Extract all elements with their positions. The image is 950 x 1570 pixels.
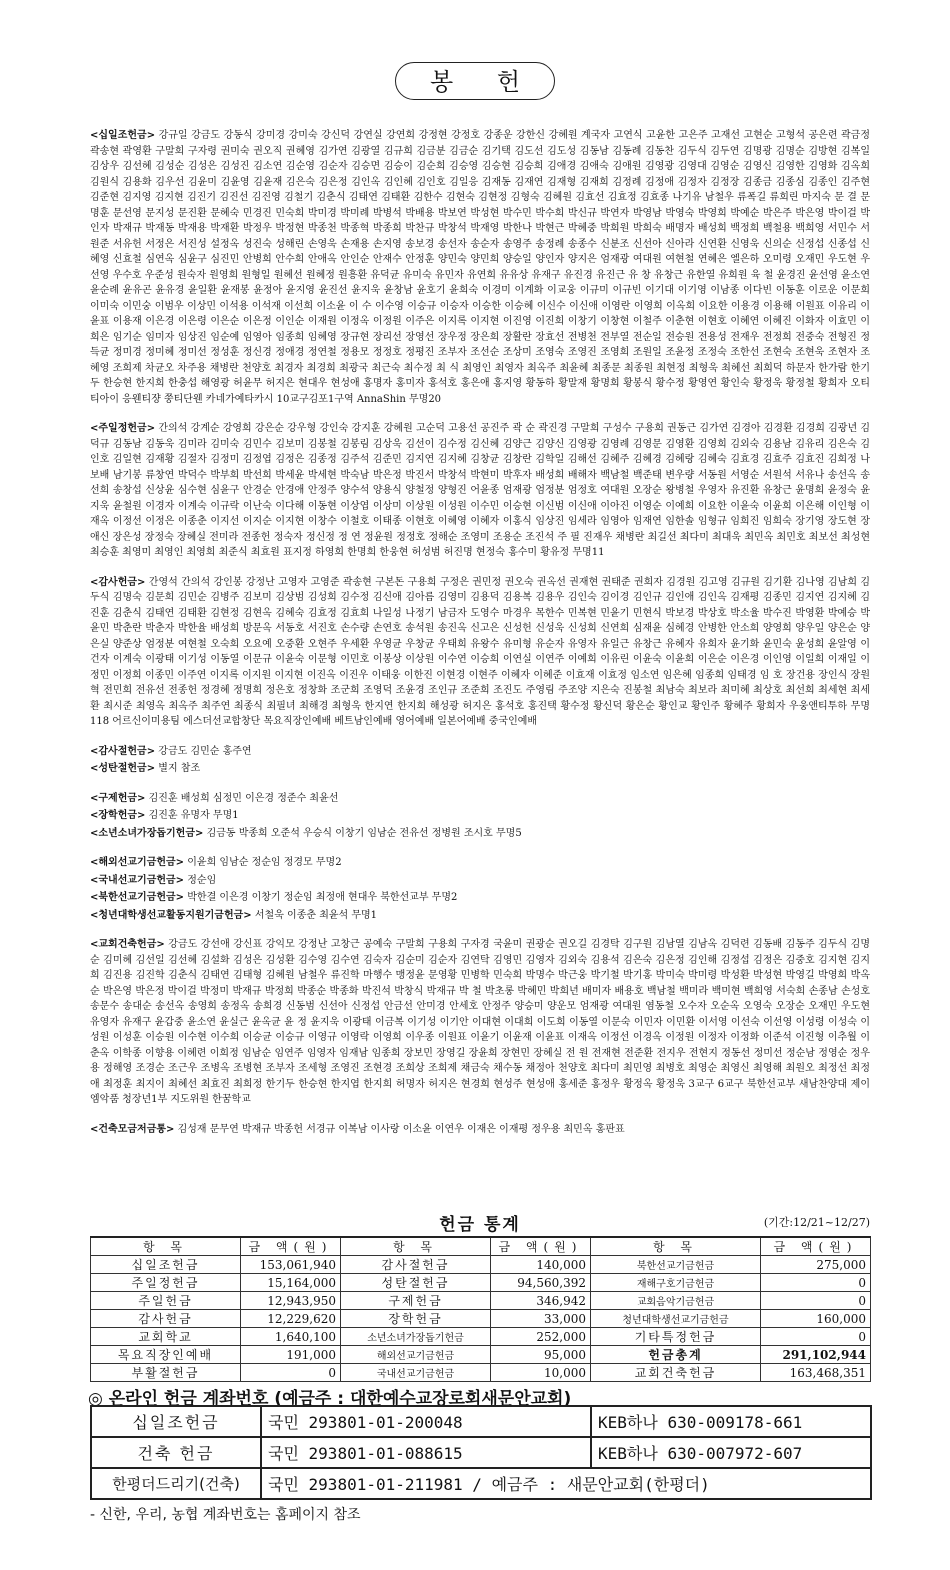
stats-item-amount: 140,000 xyxy=(491,1256,591,1274)
stats-row xyxy=(91,1328,871,1346)
stats-item-amount: 0 xyxy=(761,1274,871,1292)
stats-item-label: 기타특정헌금 xyxy=(591,1328,761,1346)
stats-row xyxy=(91,1292,871,1310)
stats-item-label: 소년소녀가장돕기헌금 xyxy=(341,1328,491,1346)
stats-item-amount: 33,000 xyxy=(491,1310,591,1328)
stats-item-label: 목요직장인예배 xyxy=(91,1346,241,1364)
offering-section xyxy=(90,808,870,824)
stats-item-amount: 191,000 xyxy=(241,1346,341,1364)
account-row xyxy=(91,1406,871,1437)
section-label: < 감사헌금 > xyxy=(90,577,145,588)
offering-section xyxy=(90,761,870,777)
section-names: 박한결 이은경 이창기 정순임 최정애 현대우 북한선교부 무명2 xyxy=(187,892,458,903)
stats-item-label: 북한선교기금헌금 xyxy=(591,1256,761,1274)
stats-title: 헌금 통계 xyxy=(439,1215,521,1235)
stats-item-label: 국내선교기금헌금 xyxy=(341,1364,491,1382)
section-names: 간의석 강계순 강영희 강은순 강우형 강인숙 강지훈 강혜원 고순덕 고용선 공진주 곽 순 곽진경 구말희 구성수 구용희 권동근 김가연 김경아 김경환 김경희 김광년 김덕규 김동남 김동욱 김미라 김미숙 김민수 김보미 김봉철 김봉림 김상욱 김선이 김수정 김신혜 김양근 김양신 김영광 김영례 김영문 김영환 김영희 김외숙 김용남 김유리 김은숙 김인호 김일현 김재황 김절자 김정미 김정엽 김정은 김종정 김주석 김준민 김지연 김지혜 김창균 김창란 김학일 김해선 김혜주 김혜경 김혜랑 김혜숙 김효경 김효주 김효진 김희정 나보배 남기봉 류창연 박덕수 박부희 박선희 박세윤 박세현 박숙남 박은정 박진서 박창석 박현미 박후자 배성희 배해자 백남철 백준태 변우량 서동원 서영순 서원석 서유나 송선옥 송선희 송창섭 신상윤 심수현 심윤구 안경순 안경애 안정주 양수석 양용식 양철정 양형진 어윤종 엄재광 엄정분 엄정호 여대원 오장순 왕병철 우영자 유진환 유창근 윤명희 윤정숙 윤지욱 윤철원 이경자 이계숙 이규락 이난숙 이다해 이동현 이상엽 이상미 이상원 이성원 이수민 이승현 이신범 이신애 이아진 이영순 이예희 이요한 이윤숙 이윤희 이은해 이인형 이재옥 이정선 이정은 이종춘 이지선 이지순 이지현 이창수 이철호 이태종 이현호 이혜영 이혜자 이홍식 임상진 임세라 임영아 임재연 임한솔 임형규 임희진 임희숙 장기영 장도현 장애신 장은성 장정숙 장혜실 전미라 전종헌 정숙자 정신정 정 연 정윤원 정정호 정해순 조영미 조용순 조진석 주 필 진재우 채병란 최길선 최다미 최대욱 최민옥 최민호 최보선 최성현 최승훈 최영미 최영인 최영희 최준식 최효원 표지정 하영희 한명희 한웅현 허성범 허진명 현정숙 홍수미 황유정 무명11 xyxy=(90,423,871,558)
account-number: 국민 293801-01-088615 xyxy=(261,1437,591,1468)
stats-item-amount: 12,943,950 xyxy=(241,1292,341,1310)
section-names: 별지 참조 xyxy=(158,763,201,774)
stats-item-label: 교회건축헌금 xyxy=(591,1364,761,1382)
section-names: 정순임 xyxy=(187,874,217,886)
accounts-table xyxy=(90,1405,872,1500)
stats-item-amount: 0 xyxy=(241,1364,341,1382)
offering-section xyxy=(90,744,870,760)
col-item: 항 목 xyxy=(341,1237,491,1256)
stats-item-label: 청년대학생선교기금헌금 xyxy=(591,1310,761,1328)
section-label: < 주일정헌금 > xyxy=(90,423,155,434)
stats-item-label: 감사절헌금 xyxy=(341,1256,491,1274)
offering-section xyxy=(90,791,870,807)
title-area xyxy=(0,62,950,100)
account-label: 십일조헌금 xyxy=(91,1406,261,1437)
section-label: < 교회건축헌금 > xyxy=(90,939,165,950)
offering-section xyxy=(90,826,870,842)
accounts-note: - 신한, 우리, 농협 계좌번호는 홈페이지 참조 xyxy=(90,1507,361,1523)
offering-section xyxy=(90,128,870,407)
offering-sections xyxy=(90,128,870,1151)
stats-row xyxy=(91,1346,871,1364)
account-row xyxy=(91,1468,871,1499)
offering-section xyxy=(90,908,870,924)
stats-table xyxy=(90,1236,871,1382)
stats-header-row xyxy=(91,1237,871,1256)
stats-item-amount: 0 xyxy=(761,1292,871,1310)
stats-row xyxy=(91,1310,871,1328)
account-number: 국민 293801-01-211981 / 예금주 : 새문안교회(한평더) xyxy=(261,1468,871,1499)
section-names: 김진훈 배성희 심정민 이은경 정준수 최윤선 xyxy=(148,792,339,804)
stats-item-amount: 346,942 xyxy=(491,1292,591,1310)
stats-item-label: 부활절헌금 xyxy=(91,1364,241,1382)
stats-row xyxy=(91,1274,871,1292)
section-names: 강금도 강선애 강신표 강익모 강정난 고창근 공예숙 구말희 구용희 구자경 국윤미 권광순 권오길 김경탁 김구원 김남열 김남옥 김덕련 김동배 김동주 김두식 김명순 김미혜 김선일 김선혜 김설화 김성은 김성환 김수영 김수연 김숙자 김순미 김순자 김연탁 김영민 김영자 김외숙 김용석 김은숙 김은정 김인해 김정섭 김정은 김중호 김지현 김지희 김진용 김진학 김춘식 김태연 김태형 김혜원 남철우 류진학 마행수 맹정윤 문영황 민병학 민숙희 박명수 박근웅 박기철 박기홍 박미숙 박미령 박성환 박성현 박영길 박영희 박옥순 박은영 박은정 박이걸 박정미 박재규 박정희 박종순 박종화 박진석 박창식 박재규 박 철 박초롱 박혜민 박희년 배미자 배용호 백남철 백미라 백미현 백희영 서숙희 손종남 손성호 송문수 송대순 송선옥 송영희 송정옥 송희경 신동범 신선아 신정섭 안금선 안미경 안세호 안정주 양승미 양운모 엄재광 여대원 염동철 오수자 오순옥 오영숙 오장순 오재민 우도현 유영자 유재구 윤갑중 윤소연 윤실근 윤옥균 윤 정 윤지욱 이광태 이금복 이기성 이기안 이대현 이대희 이도희 이동열 이문숙 이민자 이민환 이서영 이선숙 이선영 이성령 이성숙 이성원 이성훈 이승원 이수현 이수희 이승균 이승규 이영규 이영락 이영희 이우종 이원표 이윤기 이윤재 이윤표 이재옥 이정선 이경옥 이정원 이정자 이정화 이준석 이진형 이추월 이춘옥 이학종 이향용 이혜련 이희정 임남순 임연주 임영자 임재남 임종희 장보민 장영길 장윤희 장현민 장혜실 전 원 전재현 전준환 전지우 전현지 정동선 정미선 정순남 정영순 정우용 정해영 조경순 조근우 조병옥 조병현 조부자 조세형 조영진 조현경 조희상 조희제 채금숙 채수동 채정아 천양호 최다미 최민영 최병호 최영순 최영신 최영해 최원오 최정선 최정애 최정훈 최지이 최혜선 최효진 최희정 한기두 한승현 한지엽 한지희 허명자 허지은 현경희 현성주 현성애 홍세준 홍정우 황정옥 황정욱 3교구 6교구 북한선교부 새남찬양대 제이엠악품 청장년1부 지도위원 한꿈학교 xyxy=(90,939,870,1105)
stats-item-label: 해외선교기금헌금 xyxy=(341,1346,491,1364)
stats-header xyxy=(90,1210,870,1235)
offering-section xyxy=(90,937,870,1108)
stats-item-amount: 291,102,944 xyxy=(761,1346,871,1364)
account-number-alt: KEB하나 630-009178-661 xyxy=(591,1406,871,1437)
section-names: 김금동 박종희 오준석 우승식 이창기 임남순 전유선 정병원 조시호 무명5 xyxy=(206,827,522,839)
stats-item-label: 성탄절헌금 xyxy=(341,1274,491,1292)
section-label: < 청년대학생선교활동지원기금헌금 > xyxy=(90,910,252,921)
stats-item-amount: 160,000 xyxy=(761,1310,871,1328)
account-label: 한평더드리기(건축) xyxy=(91,1468,261,1499)
section-names: 서철욱 이종춘 최윤석 무명1 xyxy=(254,909,378,921)
stats-row xyxy=(91,1364,871,1382)
accounts-title: ◎ 온라인 헌금 계좌번호 (예금주 : 대한예수교장로회새문안교회) xyxy=(88,1389,572,1409)
stats-item-label: 교회음악기금헌금 xyxy=(591,1292,761,1310)
offering-section xyxy=(90,873,870,889)
stats-item-label: 재해구호기금헌금 xyxy=(591,1274,761,1292)
stats-item-amount: 252,000 xyxy=(491,1328,591,1346)
section-names: 간영석 간의석 강인봉 강정난 고영자 고영준 곽송현 구본돈 구용희 구정은 권민정 권오숙 권옥선 권재현 권태준 권희자 김경원 김고영 김규원 김기환 김나영 김남희 김두식 김명숙 김문희 김민순 김병주 김보미 김상범 김성희 김수정 김신애 김아름 김영미 김용덕 김용복 김용우 김인숙 김이경 김인규 김인애 김인옥 김재평 김종민 김지연 김지혜 김진훈 김춘식 김태연 김태환 김현정 김현옥 김혜숙 김효정 김효희 나일성 나정기 남금자 도영수 마경우 목한수 민복현 민윤기 민현식 박보경 박상호 박소율 박수진 박영환 박예승 박윤민 박춘란 박춘자 박한율 배성희 방문옥 서동호 서진호 손수량 손연호 송석원 송진옥 신고은 신성헌 신성욱 신성희 신연희 심재윤 심혜경 안병한 안소희 양영희 양우일 양은순 양은실 양준상 엄정분 여현철 오숙희 오요예 오중환 오현주 우세환 우영균 우창균 우태희 유왕수 유미형 유순자 유영자 유일근 유창근 유혜자 유희자 윤기화 윤민숙 윤성희 윤알영 이건자 이계숙 이광태 이기성 이동열 이문규 이윤숙 이문형 이민호 이봉상 이상원 이수연 이승희 이연실 이연주 이예희 이유린 이윤숙 이윤희 이은순 이은경 이인영 이일희 이재일 이정민 이정희 이종민 이주연 이지록 이지원 이지현 이진옥 이진우 이태웅 이한진 이현경 이현주 이혜자 이혜준 이효재 이효정 임소연 임은혜 임종희 임태경 임 호 장건용 장인식 장원혁 전민희 전유선 전종헌 정경혜 정명희 정은호 정창화 조군희 조영덕 조윤경 조인규 조준희 조진도 주영림 주조양 지은숙 진봉철 최남숙 최보라 최미혜 최상호 최선희 최세현 최세환 최시준 최영옥 최옥주 최주연 최종식 최필녀 최해경 최형욱 한지연 한지희 해성광 허지은 홍석호 홍진택 황수정 황신덕 황은순 황인교 황인주 황혜주 황희자 우웅앤티투하 무명118 어르신이미용팀 에스더선교합창단 목요직장인예배 베트남인예배 영어예배 일본어예배 중국인예배 xyxy=(90,576,870,727)
offering-section xyxy=(90,890,870,906)
stats-item-amount: 163,468,351 xyxy=(761,1364,871,1382)
offering-section xyxy=(90,421,870,561)
stats-item-label: 주일정헌금 xyxy=(91,1274,241,1292)
stats-item-amount: 0 xyxy=(761,1328,871,1346)
section-label: < 장학헌금 > xyxy=(90,810,145,821)
stats-item-label: 주일헌금 xyxy=(91,1292,241,1310)
stats-item-amount: 275,000 xyxy=(761,1256,871,1274)
stats-item-label: 구제헌금 xyxy=(341,1292,491,1310)
section-names: 김진훈 유명자 무명1 xyxy=(148,810,239,821)
page-title: 봉 헌 xyxy=(395,62,555,100)
stats-item-label: 십일조헌금 xyxy=(91,1256,241,1274)
section-label: < 성탄절헌금 > xyxy=(90,763,155,774)
account-label: 건축 헌금 xyxy=(91,1437,261,1468)
stats-item-amount: 94,560,392 xyxy=(491,1274,591,1292)
section-names: 김성재 문무연 박재규 박종헌 서경규 이복남 이사랑 이소윤 이연우 이재은 이재평 정우용 최민옥 홍판표 xyxy=(177,1123,625,1135)
stats-item-amount: 95,000 xyxy=(491,1346,591,1364)
section-label: < 감사절헌금 > xyxy=(90,746,155,757)
account-row xyxy=(91,1437,871,1468)
section-label: < 건축모금저금통 > xyxy=(90,1124,174,1135)
section-label: < 해외선교기금헌금 > xyxy=(90,857,184,868)
section-names: 강규일 강금도 강동식 강미경 강미숙 강신덕 강연실 강연희 강정현 강정호 강종운 강한신 강혜원 계국자 고연식 고윤한 고은주 고재선 고현순 고형석 공은련 곽금정 곽송현 곽영환 구말희 구자령 권미숙 권오직 권혜영 김가연 김광열 김규희 김금분 김금순 김기택 김도선 김도성 김동남 김동례 김동찬 김두식 김두연 김명광 김명순 김방현 김복일 김상우 김선혜 김성순 김성은 김성진 김소연 김순영 김순자 김승면 김승이 김순희 김승영 김승현 김승희 김애경 김애숙 김애원 김영광 김영대 김영순 김영신 김영한 김영화 김옥희 김원식 김용화 김우선 김윤미 김윤영 김윤재 김은숙 김은정 김인옥 김인혜 김인호 김일응 김재동 김재연 김재형 김재희 김정례 김정애 김정자 김정장 김종금 김종심 김종인 김주현 김준현 김지영 김지현 김진기 김진선 김진영 김철기 김춘식 김태연 김태환 김한수 김현숙 김현정 김형숙 김혜원 김효선 김효정 김효종 나기유 남철우 류폭길 류희린 마지숙 문 결 문명훈 문선영 문지성 문진환 문혜숙 민경진 민숙희 박미경 박미례 박병석 박배용 박보연 박성현 박수민 박수희 박신규 박연자 박영남 박영숙 박영희 박예순 박은주 박은영 박이걸 박인자 박재규 박재동 박재용 박재환 박정우 박정현 박종천 박종혁 박종희 박찬규 박창석 박재영 박한나 박현근 박혜중 박희원 박희숙 배명자 배성희 백정희 백철용 백희영 서민수 서원준 서유헌 서정은 서진성 설정옥 성진숙 성해린 손영욱 손재용 손지영 송보경 송선자 송순자 송영주 송정례 송종수 신분조 신선아 신아라 신연환 신영욱 신의순 신정섭 신종섭 신혜영 신효철 심연옥 심윤구 심진민 안병희 안수희 안애옥 안인순 안재수 안정훈 양민숙 양민희 양승일 양인자 양지은 엄재광 여대원 여현철 연혜은 엘은하 오미령 오재민 우도현 우선영 우수호 우준성 원숙자 원영희 원형일 원혜선 원혜정 원흥환 유덕균 유미숙 유민자 유연희 유유상 유재구 유진경 유진근 유 창 유창근 유한열 유희원 육 철 윤경진 윤선영 윤소연 윤순례 윤유곤 윤유경 윤일환 윤재봉 윤정아 윤지영 윤진선 윤지욱 윤창남 윤호기 윤희숙 이경미 이계화 이교웅 이규미 이규빈 이기대 이기영 이남종 이다빈 이동훈 이로운 이문희 이미숙 이민숭 이범우 이상민 이석용 이석재 이선희 이소윤 이 수 이수영 이승규 이승자 이승한 이승혜 이신수 이신애 이영란 이영희 이옥희 이요한 이용경 이용해 이원표 이유리 이윤표 이용재 이은경 이은령 이은순 이은정 이인순 이재원 이정옥 이정원 이주은 이지록 이지현 이진영 이진희 이창기 이창현 이철주 이춘현 이현호 이혜연 이혜진 이화자 이효민 이희은 임기순 임미자 임상진 임순예 임영아 임종희 임혜영 장규현 장리선 장영선 장우정 장은희 장활란 장효선 전병천 전부열 전순일 전승원 전용성 전재우 전정희 전중숙 전형진 정득균 정미경 정미혜 정미선 정성훈 정신경 정애경 정연철 정용모 정정호 정평진 조부자 조선순 조상미 조영숙 조영진 조영희 조원일 조윤정 조정숙 조한선 조현숙 조현욱 조현자 조혜영 조희제 차균오 차주용 채병란 천양호 최경자 최경희 최광국 최근숙 최수정 최 식 최영인 최영자 최옥주 최윤혜 최종문 최종원 최현정 최형욱 최혜선 최희덕 하문자 한가람 한기두 한승현 한지희 한충섭 해영광 허윤무 허지은 현대우 현성애 홍명자 홍미자 홍석호 홍은애 홍지영 황동하 황말재 황명희 황봉식 황수정 황영연 황인숙 황정욱 황정철 황희자 오티티아이 응웬티쟝 쭝티단웬 카네가예타카시 10교구김포1구역 AnnaShin 무명20 xyxy=(90,130,870,405)
col-amount: 금 액(원) xyxy=(241,1237,341,1256)
section-label: < 구제헌금 > xyxy=(90,793,145,804)
stats-item-amount: 153,061,940 xyxy=(241,1256,341,1274)
section-label: < 북한선교기금헌금 > xyxy=(90,892,184,903)
account-number: 국민 293801-01-200048 xyxy=(261,1406,591,1437)
section-label: < 십일조헌금 > xyxy=(90,130,155,141)
stats-item-label: 헌금총계 xyxy=(591,1346,761,1364)
stats-item-amount: 1,640,100 xyxy=(241,1328,341,1346)
stats-row xyxy=(91,1256,871,1274)
section-label: < 국내선교기금헌금 > xyxy=(90,875,184,886)
offering-section xyxy=(90,1122,870,1138)
stats-item-label: 장학헌금 xyxy=(341,1310,491,1328)
col-amount: 금 액(원) xyxy=(491,1237,591,1256)
col-item: 항 목 xyxy=(91,1237,241,1256)
account-number-alt: KEB하나 630-007972-607 xyxy=(591,1437,871,1468)
stats-item-label: 감사헌금 xyxy=(91,1310,241,1328)
col-amount: 금 액(원) xyxy=(761,1237,871,1256)
stats-item-amount: 10,000 xyxy=(491,1364,591,1382)
offering-section xyxy=(90,855,870,871)
section-label: < 소년소녀가장돕기헌금 > xyxy=(90,828,203,839)
section-names: 강금도 김민순 홍주연 xyxy=(158,745,252,757)
stats-item-amount: 15,164,000 xyxy=(241,1274,341,1292)
stats-period: (기간:12/21~12/27) xyxy=(763,1216,870,1229)
offering-section xyxy=(90,575,870,730)
section-names: 이윤희 임남순 정순임 정경모 무명2 xyxy=(187,857,342,868)
stats-item-amount: 12,229,620 xyxy=(241,1310,341,1328)
stats-item-label: 교회학교 xyxy=(91,1328,241,1346)
col-item: 항 목 xyxy=(591,1237,761,1256)
